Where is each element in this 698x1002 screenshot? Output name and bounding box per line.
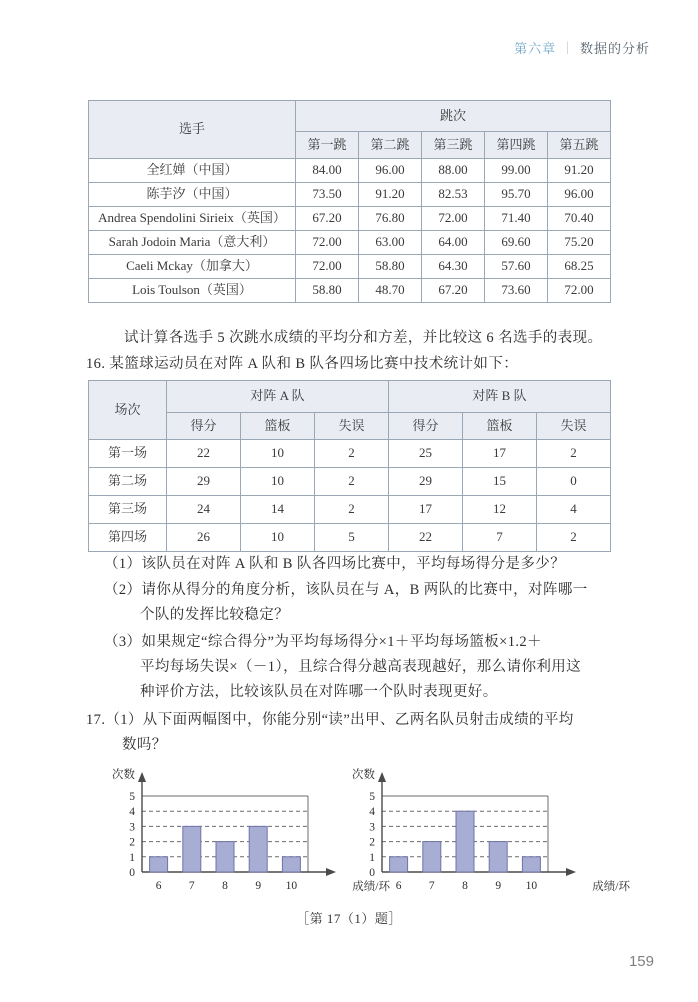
basketball-stat: 2 — [315, 468, 389, 496]
basketball-stat: 10 — [241, 468, 315, 496]
question-text-line: 数吗？ — [122, 737, 167, 753]
basketball-stat: 17 — [389, 496, 463, 524]
chart-b-xtick: 9 — [495, 880, 502, 892]
exercise-17 — [86, 708, 646, 758]
basketball-header-b-rebounds: 篮板 — [463, 413, 537, 440]
diving-score: 91.20 — [359, 183, 422, 207]
basketball-game-label: 第二场 — [89, 468, 167, 496]
basketball-stat: 17 — [463, 440, 537, 468]
diving-score: 91.20 — [548, 159, 611, 183]
diving-player-name: Sarah Jodoin Maria（意大利） — [89, 231, 296, 255]
basketball-stat: 29 — [389, 468, 463, 496]
diving-score: 70.40 — [548, 207, 611, 231]
exercise-16-question-3 — [104, 630, 652, 705]
chart-a-xtick: 9 — [255, 880, 262, 892]
chart-b-bar — [456, 811, 474, 872]
basketball-header-a-rebounds: 篮板 — [241, 413, 315, 440]
diving-score: 96.00 — [359, 159, 422, 183]
question-label: （3） — [104, 634, 142, 650]
diving-header-group: 跳次 — [296, 101, 611, 132]
question-text-line: 请你从得分的角度分析，该队员在与 A，B 两队的比赛中，对阵哪一 — [141, 582, 588, 598]
chart-b-ytick: 2 — [369, 836, 375, 849]
chart-a-xtick: 7 — [188, 880, 195, 892]
question-text-line: 平均每场失误×（－1），且综合得分越高表现越好，那么请你利用这 — [140, 659, 582, 675]
chart-b-bar — [489, 842, 507, 872]
diving-score: 95.70 — [485, 183, 548, 207]
table-row — [89, 207, 611, 231]
diving-player-name: 全红婵（中国） — [89, 159, 296, 183]
diving-score: 73.60 — [485, 279, 548, 303]
chart-a-xtick: 6 — [155, 880, 162, 892]
diving-score: 99.00 — [485, 159, 548, 183]
diving-score: 57.60 — [485, 255, 548, 279]
diving-score: 48.70 — [359, 279, 422, 303]
diving-score: 72.00 — [548, 279, 611, 303]
table-row — [89, 255, 611, 279]
basketball-game-label: 第一场 — [89, 440, 167, 468]
basketball-header-group-b: 对阵 B 队 — [389, 381, 611, 413]
basketball-stat: 10 — [241, 440, 315, 468]
chart-b-ytick: 5 — [369, 791, 375, 803]
diving-scores-table — [88, 100, 611, 303]
diving-score: 64.00 — [422, 231, 485, 255]
chart-b-ytick: 1 — [369, 851, 375, 864]
basketball-stat: 25 — [389, 440, 463, 468]
chart-player-jia — [112, 768, 390, 896]
figure-caption: ［第 17（1）题］ — [296, 911, 402, 926]
exercise-16-dot: . — [101, 356, 106, 372]
diving-player-name: Caeli Mckay（加拿大） — [89, 255, 296, 279]
chart-b-ylabel: 次数 — [352, 769, 375, 781]
basketball-stat: 7 — [463, 524, 537, 552]
question-label: （2） — [104, 582, 142, 598]
diving-score: 58.80 — [296, 279, 359, 303]
diving-score: 72.00 — [296, 231, 359, 255]
diving-header-dive-4: 第四跳 — [485, 132, 548, 159]
exercise-16-stem — [86, 352, 646, 377]
basketball-stat: 12 — [463, 496, 537, 524]
chart-a-bar — [249, 826, 267, 872]
diving-score: 64.30 — [422, 255, 485, 279]
basketball-stat: 22 — [167, 440, 241, 468]
chart-a-canvas — [112, 768, 344, 896]
basketball-stat: 14 — [241, 496, 315, 524]
table-row — [89, 496, 611, 524]
chart-b-ytick: 0 — [369, 867, 375, 879]
exercise-15-prompt: 试计算各选手 5 次跳水成绩的平均分和方差，并比较这 6 名选手的表现。 — [124, 330, 603, 346]
diving-score: 96.00 — [548, 183, 611, 207]
diving-player-name: 陈芋汐（中国） — [89, 183, 296, 207]
running-head-chapter: 第六章 — [514, 41, 557, 56]
chart-a-bar — [183, 826, 201, 872]
basketball-stat: 4 — [537, 496, 611, 524]
chart-a-ylabel: 次数 — [112, 769, 135, 781]
chart-b-xtick: 8 — [462, 880, 468, 892]
basketball-stat: 10 — [241, 524, 315, 552]
basketball-header-a-turnovers: 失误 — [315, 413, 389, 440]
chart-b-xtick: 10 — [525, 880, 538, 892]
exercise-17-number: 17.（1） — [86, 712, 143, 728]
question-text-line: 种评价方法，比较该队员在对阵哪一个队时表现更好。 — [140, 684, 498, 700]
basketball-stat: 2 — [537, 524, 611, 552]
chart-a-ytick: 0 — [129, 867, 135, 879]
basketball-stat: 24 — [167, 496, 241, 524]
chart-a-ytick: 1 — [129, 851, 135, 864]
table-row — [89, 159, 611, 183]
basketball-stat: 2 — [315, 440, 389, 468]
running-head — [514, 38, 650, 57]
diving-score: 68.25 — [548, 255, 611, 279]
basketball-header-b-turnovers: 失误 — [537, 413, 611, 440]
diving-header-player: 选手 — [89, 101, 296, 159]
diving-header-dive-5: 第五跳 — [548, 132, 611, 159]
diving-score: 71.40 — [485, 207, 548, 231]
diving-score: 63.00 — [359, 231, 422, 255]
diving-header-dive-2: 第二跳 — [359, 132, 422, 159]
diving-header-dive-1: 第一跳 — [296, 132, 359, 159]
table-row — [89, 440, 611, 468]
diving-header-dive-3: 第三跳 — [422, 132, 485, 159]
question-text-line: 从下面两幅图中，你能分别“读”出甲、乙两名队员射击成绩的平均 — [142, 712, 574, 728]
page-number: 159 — [628, 953, 654, 970]
basketball-stat: 0 — [537, 468, 611, 496]
chart-b-canvas — [352, 768, 584, 896]
diving-score: 72.00 — [422, 207, 485, 231]
chart-a-bar — [282, 857, 300, 872]
diving-score: 75.20 — [548, 231, 611, 255]
diving-score: 67.20 — [296, 207, 359, 231]
question-text-line: 个队的发挥比较稳定？ — [140, 607, 289, 623]
chart-a-xtick: 8 — [222, 880, 228, 892]
running-head-divider: | — [566, 39, 570, 55]
basketball-stat: 29 — [167, 468, 241, 496]
basketball-header-b-points: 得分 — [389, 413, 463, 440]
chart-a-ytick: 3 — [129, 821, 135, 834]
diving-score: 76.80 — [359, 207, 422, 231]
diving-score: 88.00 — [422, 159, 485, 183]
basketball-game-label: 第四场 — [89, 524, 167, 552]
basketball-stats-table — [88, 380, 611, 552]
table-row — [89, 468, 611, 496]
diving-score: 58.80 — [359, 255, 422, 279]
basketball-stat: 15 — [463, 468, 537, 496]
chart-b-xlabel: 成绩/环 — [592, 881, 630, 893]
diving-player-name: Lois Toulson（英国） — [89, 279, 296, 303]
chart-a-xlabel: 成绩/环 — [352, 881, 390, 893]
basketball-stat: 2 — [315, 496, 389, 524]
chart-a-ytick: 2 — [129, 836, 135, 849]
question-text-line: 该队员在对阵 A 队和 B 队各四场比赛中，平均每场得分是多少？ — [141, 556, 566, 572]
chart-b-bar — [522, 857, 540, 872]
question-text-line: 如果规定“综合得分”为平均每场得分×1＋平均每场篮板×1.2＋ — [141, 634, 542, 650]
table-row — [89, 279, 611, 303]
chart-a-ytick: 5 — [129, 791, 135, 803]
chart-player-yi — [352, 768, 630, 896]
diving-score: 82.53 — [422, 183, 485, 207]
table-row — [89, 231, 611, 255]
question-label: （1） — [104, 556, 142, 572]
chart-b-bar — [423, 842, 441, 872]
basketball-stat: 2 — [537, 440, 611, 468]
running-head-subject: 数据的分析 — [579, 41, 650, 56]
diving-score: 69.60 — [485, 231, 548, 255]
basketball-game-label: 第三场 — [89, 496, 167, 524]
exercise-16-number: 16 — [86, 356, 102, 372]
exercise-16-question-2 — [104, 578, 649, 628]
chart-b-bar — [390, 857, 408, 872]
exercise-16-question-1 — [104, 552, 649, 577]
diving-player-name: Andrea Spendolini Sirieix（英国） — [89, 207, 296, 231]
chart-a-ytick: 4 — [129, 806, 135, 819]
chart-b-ytick: 4 — [369, 806, 375, 819]
chart-a-xtick: 10 — [285, 880, 298, 892]
diving-score: 72.00 — [296, 255, 359, 279]
chart-b-ytick: 3 — [369, 821, 375, 834]
table-row — [89, 183, 611, 207]
diving-score: 73.50 — [296, 183, 359, 207]
diving-score: 84.00 — [296, 159, 359, 183]
exercise-16-text: 某篮球运动员在对阵 A 队和 B 队各四场比赛中技术统计如下： — [109, 356, 519, 372]
chart-b-xtick: 7 — [428, 880, 435, 892]
basketball-stat: 26 — [167, 524, 241, 552]
chart-a-bar — [216, 842, 234, 872]
basketball-header-game: 场次 — [89, 381, 167, 440]
diving-score: 67.20 — [422, 279, 485, 303]
basketball-stat: 5 — [315, 524, 389, 552]
basketball-stat: 22 — [389, 524, 463, 552]
basketball-header-a-points: 得分 — [167, 413, 241, 440]
table-row — [89, 524, 611, 552]
chart-b-xtick: 6 — [395, 880, 402, 892]
basketball-header-group-a: 对阵 A 队 — [167, 381, 389, 413]
chart-a-bar — [150, 857, 168, 872]
